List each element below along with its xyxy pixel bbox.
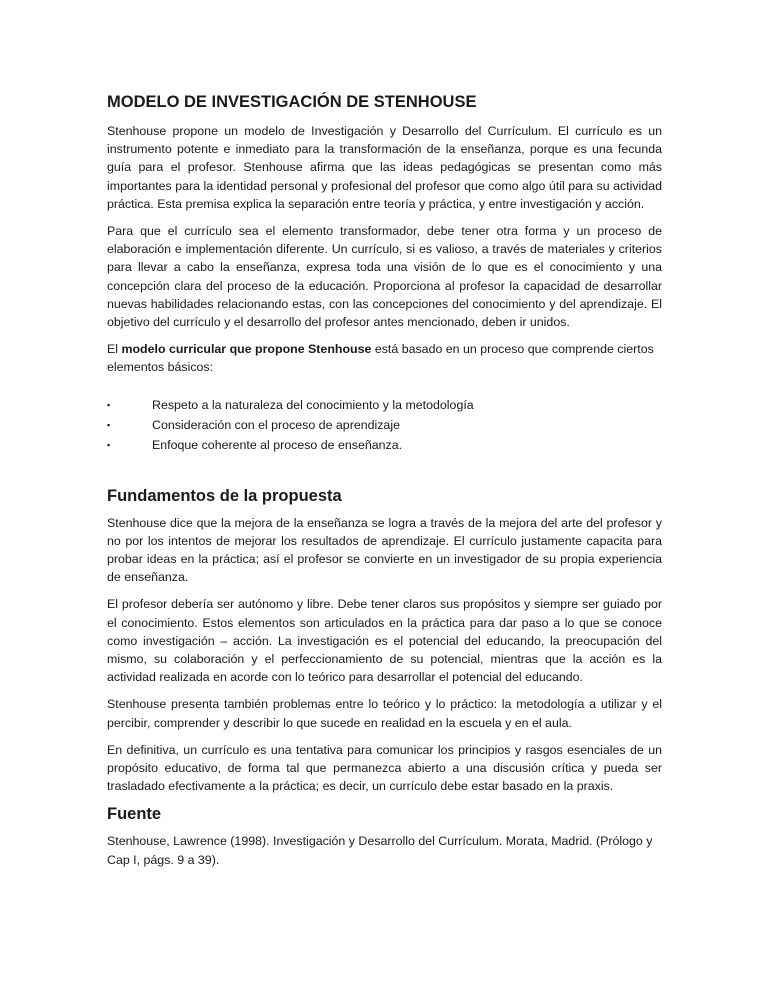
bullet-icon: ▪ (107, 399, 111, 410)
fundamentos-paragraph-2: El profesor debería ser autónomo y libre. Debe tener claros sus propósitos y siempre ser guiado por el conocimiento. Estos elementos son articulados en la práctica para dar paso a lo que se conoce como investigación – acción. La investigación es el potencial del educando, la preocupación del mismo, su colaboración y el perfeccionamiento de su potencial, mientras que la acción es la actividad realizada en acorde con lo teórico para desarrollar el potencial del educando. (107, 597, 662, 685)
list-item (107, 395, 662, 415)
list-item (107, 415, 662, 435)
intro-paragraph-1: Stenhouse propone un modelo de Investigación y Desarrollo del Currículum. El currículo es un instrumento potente e inmediato para la transformación de la enseñanza, porque es una fecunda guía para el profesor. Stenhouse afirma que las ideas pedagógicas se presentan como más importantes para la identidad personal y profesional del profesor que como algo útil para su actividad práctica. Esta premisa explica la separación entre teoría y práctica, y entre investigación y acción. (107, 124, 662, 211)
model-paragraph-bold: modelo curricular que propone Stenhouse (121, 342, 372, 357)
bullet-icon: ▪ (107, 419, 111, 430)
model-paragraph-suffix: está basado en un proceso que comprende ciertos elementos básicos: (107, 342, 654, 375)
list-item-text: Consideración con el proceso de aprendizaje (152, 417, 400, 432)
bullet-icon: ▪ (107, 439, 111, 450)
list-item (107, 435, 662, 455)
fundamentos-paragraph-3: Stenhouse presenta también problemas entre lo teórico y lo práctico: la metodología a utilizar y el percibir, comprender y describir lo que sucede en realidad en la escuela y en el aula. (107, 697, 662, 730)
fundamentos-paragraph-4: En definitiva, un currículo es una tentativa para comunicar los principios y rasgos esenciales de un propósito educativo, de forma tal que permanezca abierto a una discusión crítica y pueda ser trasladado efectivamente a la práctica; es decir, un currículo debe estar basado en la praxis. (107, 742, 662, 794)
document-page (107, 92, 662, 878)
fundamentos-heading: Fundamentos de la propuesta (107, 486, 342, 505)
fuente-citation: Stenhouse, Lawrence (1998). Investigación y Desarrollo del Currículum. Morata, Madrid. (Prólogo y Cap I, págs. 9 a 39). (107, 834, 653, 867)
model-paragraph-prefix: El (107, 342, 122, 357)
list-item-text: Enfoque coherente al proceso de enseñanza. (152, 437, 403, 452)
list-item-text: Respeto a la naturaleza del conocimiento y la metodología (152, 397, 474, 412)
intro-paragraph-2: Para que el currículo sea el elemento transformador, debe tener otra forma y un proceso de elaboración e implementación diferente. Un currículo, si es valioso, a través de materiales y criterios para llevar a cabo la enseñanza, expresa toda una visión de lo que es el conocimiento y una concepción clara del proceso de la educación. Proporciona al profesor la capacidad de desarrollar nuevas habilidades relacionando estas, con las concepciones del conocimiento y del aprendizaje. El objetivo del currículo y el desarrollo del profesor antes mencionado, deben ir unidos. (107, 224, 662, 330)
fundamentos-paragraph-1: Stenhouse dice que la mejora de la enseñanza se logra a través de la mejora del arte del profesor y no por los intentos de mejorar los resultados de aprendizaje. El currículo justamente capacita para probar ideas en la práctica; así el profesor se convierte en un investigador de su propia experiencia de enseñanza. (107, 515, 662, 585)
fuente-heading: Fuente (107, 805, 162, 824)
document-title: MODELO DE INVESTIGACIÓN DE STENHOUSE (107, 93, 477, 111)
model-paragraph (107, 340, 662, 376)
elements-list (107, 395, 662, 455)
